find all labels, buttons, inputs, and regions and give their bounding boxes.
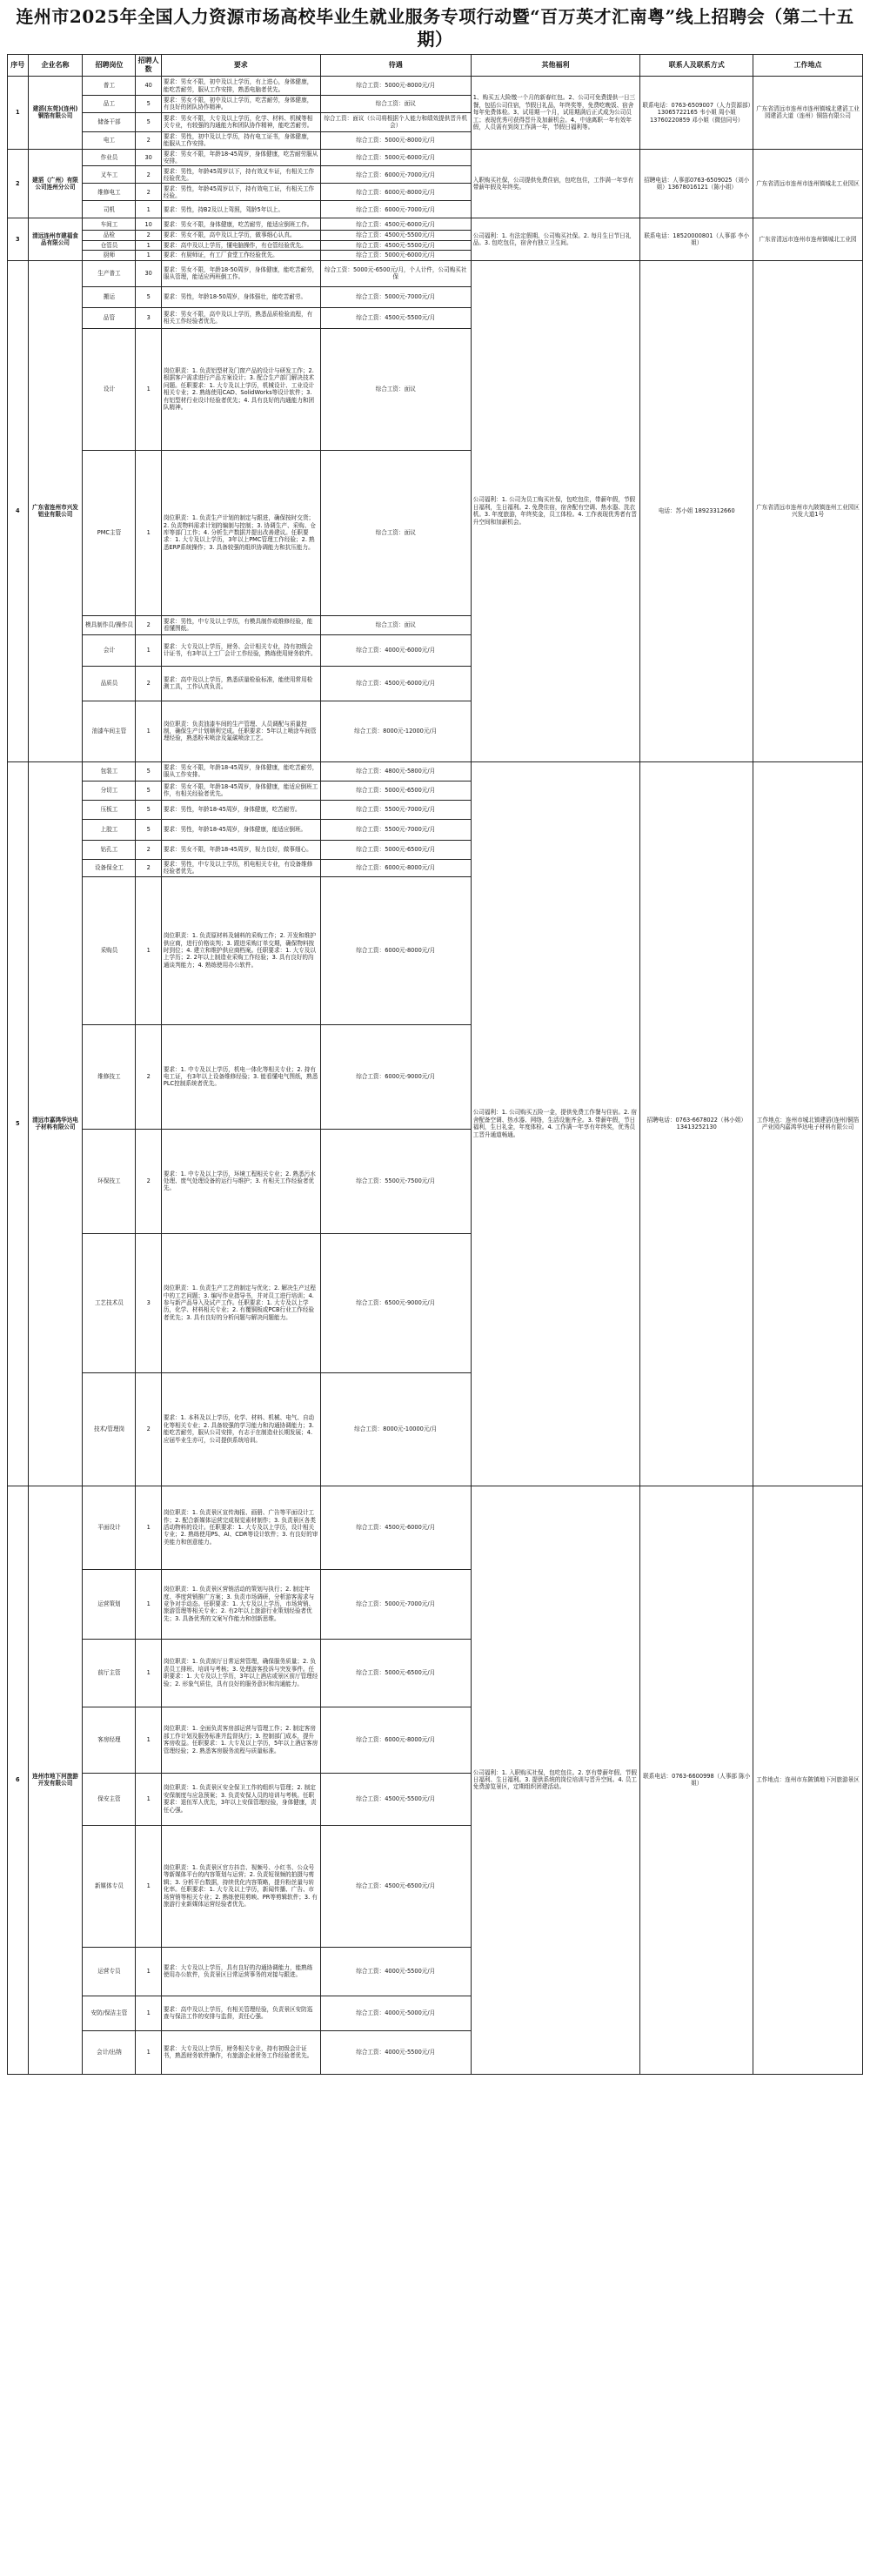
job-position: 品管	[83, 307, 136, 328]
job-salary: 综合工资：4500元-5500元/月	[320, 307, 471, 328]
job-salary: 综合工资：面议	[320, 450, 471, 615]
job-count: 3	[136, 1233, 161, 1372]
job-salary: 综合工资：5500元-7000元/月	[320, 800, 471, 819]
company-welfare: 公司福利：1. 有法定假期、公司购买社保。2. 每月生日节日礼品。3. 包吃包住，宿舍有独立卫生间。	[471, 218, 640, 260]
job-salary: 综合工资：5000元-6500元/月，个人计件，公司购买社保	[320, 260, 471, 286]
job-salary: 综合工资：6000元-8000元/月	[320, 184, 471, 201]
job-count: 5	[136, 781, 161, 800]
job-count: 1	[136, 1947, 161, 1996]
job-count: 5	[136, 800, 161, 819]
job-position: 司机	[83, 201, 136, 218]
company-address: 工作地点：连州市城北镇建滔(连州)铜箔产业园内嘉鸿华达电子材料有限公司	[753, 761, 863, 1486]
company-seq: 6	[8, 1486, 29, 2074]
job-count: 30	[136, 260, 161, 286]
job-position: 技术/管理岗	[83, 1372, 136, 1486]
job-salary: 综合工资：5000元-6000元/月	[320, 251, 471, 260]
job-requirements: 要求：男性，中专及以上学历，有模具制作或维修经验，能看懂图纸。	[161, 615, 320, 634]
job-salary: 综合工资：4000元-5500元/月	[320, 2030, 471, 2074]
job-requirements: 岗位职责：负责油漆车间的生产管理、人员调配与质量控制，确保生产计划顺利完成。任职要求：5年以上喷涂车间管理经验，熟悉粉末喷涂及氟碳喷涂工艺。	[161, 701, 320, 761]
job-position: 搬运	[83, 286, 136, 307]
job-requirements: 要求：男女不限，年龄18-45周岁，身体健康，能适应倒班工作，有相关经验者优先。	[161, 781, 320, 800]
job-salary: 综合工资：4500元-6000元/月	[320, 218, 471, 231]
job-position: 品检	[83, 231, 136, 240]
job-salary: 综合工资：4500元-6500元/月	[320, 1825, 471, 1947]
job-position: 普工	[83, 77, 136, 96]
job-position: 运营策划	[83, 1569, 136, 1639]
job-count: 2	[136, 166, 161, 184]
job-count: 1	[136, 328, 161, 450]
table-row	[8, 218, 863, 231]
job-salary: 综合工资：4500元-6000元/月	[320, 666, 471, 701]
job-position: 环保技工	[83, 1129, 136, 1233]
job-count: 2	[136, 131, 161, 149]
job-position: PMC主管	[83, 450, 136, 615]
company-contact: 招聘电话：人事部0763-6509025（刘小姐）13678016121（陈小姐）	[640, 149, 753, 218]
company-address: 广东省清远市连州市连州镇城北建滔工业园建滔大道（连州）铜箔有限公司	[753, 77, 863, 150]
job-position: 设备保全工	[83, 859, 136, 876]
job-salary: 综合工资：5000元-7000元/月	[320, 1569, 471, 1639]
job-requirements: 要求：男女不限，大专及以上学历，化学、材料、机械等相关专业，有较强的沟通能力和团队协作精神，能吃苦耐劳。	[161, 112, 320, 131]
job-requirements: 要求：男性，年龄18-50周岁，身体强壮，能吃苦耐劳。	[161, 286, 320, 307]
job-count: 1	[136, 2030, 161, 2074]
job-position: 设计	[83, 328, 136, 450]
job-count: 1	[136, 1707, 161, 1773]
job-count: 1	[136, 1773, 161, 1825]
job-requirements: 要求：高中及以上学历，有相关管理经验，负责景区安防巡查与保洁工作的安排与监督，责任心强。	[161, 1996, 320, 2030]
job-salary: 综合工资：6000元-7000元/月	[320, 166, 471, 184]
job-requirements: 要求：男女不限，年龄18-45周岁，身体健康，吃苦耐劳服从安排。	[161, 149, 320, 166]
job-position: 平面设计	[83, 1486, 136, 1569]
company-seq: 3	[8, 218, 29, 260]
job-position: 运营专员	[83, 1947, 136, 1996]
job-requirements: 要求：高中及以上学历，熟悉质量检验标准，能使用常用检测工具，工作认真负责。	[161, 666, 320, 701]
job-count: 5	[136, 819, 161, 840]
job-position: 品工	[83, 96, 136, 113]
company-welfare: 入职购买社保，公司提供免费住宿，包吃包住，工作满一年享有带薪年假及年终奖。	[471, 149, 640, 218]
job-count: 3	[136, 307, 161, 328]
job-count: 1	[136, 1486, 161, 1569]
job-requirements: 岗位职责：1. 负责前厅日常运营管理，确保服务质量；2. 负责员工排班、培训与考核；3. 处理游客投诉与突发事件。任职要求：1. 大专及以上学历，3年以上酒店或景区前厅管理经验；2. 形象气质佳，具有良好的服务意识和沟通能力。	[161, 1639, 320, 1707]
job-count: 2	[136, 1129, 161, 1233]
recruitment-table	[7, 54, 863, 2075]
job-position: 油漆车间主管	[83, 701, 136, 761]
table-row	[8, 260, 863, 286]
company-address: 工作地点：连州市东陂镇地下河旅游景区	[753, 1486, 863, 2074]
job-salary: 综合工资：5000元-7000元/月	[320, 286, 471, 307]
job-count: 1	[136, 251, 161, 260]
job-requirements: 要求：男女不限，高中及以上学历，熟悉品质检验流程，有相关工作经验者优先。	[161, 307, 320, 328]
job-requirements: 岗位职责：1. 负责景区营销活动的策划与执行；2. 制定年度、季度营销推广方案；3. 负责市场调研，分析游客需求与竞争对手动态。任职要求：1. 大专及以上学历，市场营销、旅游管理等相关专业；2. 有2年以上旅游行业策划经验者优先；3. 具备优秀的文案写作能力和创新思维。	[161, 1569, 320, 1639]
company-welfare: 1、购买五大险缴一个月的新春红包。2、公司可免费提供一日三餐，包括公司住宿，节假日礼品，年终奖等，免费吃晚饭、宿舍每年免费体检。3、试用期一个月，试用期满后正式成为公司员工；表现优秀可获得晋升及加薪机会。4、中途离职一年有效年假，人员需有到岗工作满一年，节假日福利等。	[471, 77, 640, 150]
company-address: 广东省清远市连州市连州镇城北工业园区	[753, 149, 863, 218]
job-salary: 综合工资：5000元-6500元/月	[320, 840, 471, 859]
job-count: 1	[136, 1996, 161, 2030]
company-name: 建滔（广州）有限公司连州分公司	[28, 149, 83, 218]
job-requirements: 要求：男性，年龄45周岁以下，持有效叉车证，有相关工作经验优先。	[161, 166, 320, 184]
job-count: 1	[136, 1639, 161, 1707]
job-requirements: 要求：男性，中专及以上学历，机电相关专业，有设备维修经验者优先。	[161, 859, 320, 876]
job-requirements: 岗位职责：1. 负责原材料及辅料的采购工作；2. 开发和维护供应商，进行价格谈判；3. 跟进采购订单交期，确保物料按时到位；4. 建立和维护供应商档案。任职要求：1. 大专及以上学历；2. 2年以上制造业采购工作经验；3. 具有良好的沟通谈判能力；4. 熟练使用办公软件。	[161, 876, 320, 1024]
company-name: 清远连州市建福食品有限公司	[28, 218, 83, 260]
job-requirements: 要求：男女不限，初中及以上学历，吃苦耐劳，身体健康，有良好的团队协作精神。	[161, 96, 320, 113]
job-position: 厨师	[83, 251, 136, 260]
job-count: 10	[136, 218, 161, 231]
job-count: 5	[136, 761, 161, 781]
job-salary: 综合工资：面议	[320, 328, 471, 450]
company-address: 广东省清远市连州市九陂镇连州工业园区兴发大道1号	[753, 260, 863, 761]
job-requirements: 要求：男女不限，年龄18-45周岁，视力良好，做事细心。	[161, 840, 320, 859]
job-count: 2	[136, 840, 161, 859]
company-contact: 电话：苏小姐 18923312660	[640, 260, 753, 761]
job-position: 生产普工	[83, 260, 136, 286]
job-count: 2	[136, 1372, 161, 1486]
job-salary: 综合工资：8000元-10000元/月	[320, 1372, 471, 1486]
job-requirements: 要求：大专及以上学历，财务相关专业，持有初级会计证书，熟悉财务软件操作，有旅游企业财务工作经验者优先。	[161, 2030, 320, 2074]
job-salary: 综合工资：5000元-8000元/月	[320, 77, 471, 96]
header-position: 招聘岗位	[83, 55, 136, 77]
job-count: 2	[136, 666, 161, 701]
job-salary: 综合工资：4800元-5800元/月	[320, 761, 471, 781]
job-count: 2	[136, 859, 161, 876]
table-row	[8, 761, 863, 781]
header-row	[8, 55, 863, 77]
table-body	[8, 77, 863, 2075]
job-count: 1	[136, 450, 161, 615]
job-position: 压板工	[83, 800, 136, 819]
job-position: 维修电工	[83, 184, 136, 201]
company-address: 广东省清远市连州市连州镇城北工业园	[753, 218, 863, 260]
job-position: 会计	[83, 634, 136, 666]
job-requirements: 岗位职责：1. 负责铝型材及门窗产品的设计与研发工作；2. 根据客户需求进行产品方案设计；3. 配合生产部门解决技术问题。任职要求：1. 大专及以上学历，机械设计、工业设计相关专业；2. 熟练使用CAD、SolidWorks等设计软件；3. 有铝型材行业设计经验者优先；4. 具有良好的沟通能力和团队精神。	[161, 328, 320, 450]
job-position: 叉车工	[83, 166, 136, 184]
job-requirements: 要求：男性，持B2及以上驾照，驾龄5年以上。	[161, 201, 320, 218]
job-requirements: 岗位职责：1. 负责生产工艺的制定与优化；2. 解决生产过程中的工艺问题；3. 编写作业指导书，并对员工进行培训；4. 参与新产品导入及试产工作。任职要求：1. 大专及以上学历，化学、材料相关专业；2. 有覆铜板或PCB行业工作经验者优先；3. 具有良好的分析问题与解决问题能力。	[161, 1233, 320, 1372]
job-position: 新媒体专员	[83, 1825, 136, 1947]
job-count: 2	[136, 184, 161, 201]
job-count: 5	[136, 112, 161, 131]
job-position: 会计/出纳	[83, 2030, 136, 2074]
table-row	[8, 149, 863, 166]
job-salary: 综合工资：4000元-6000元/月	[320, 634, 471, 666]
job-requirements: 要求：男性，初中及以上学历，持有电工证书，身体健康，能服从工作安排。	[161, 131, 320, 149]
header-requirements: 要求	[161, 55, 320, 77]
company-name: 建滔(东莞)(连州)铜箔有限公司	[28, 77, 83, 150]
job-count: 30	[136, 149, 161, 166]
job-salary: 综合工资：6000元-8000元/月	[320, 876, 471, 1024]
job-requirements: 要求：男性，年龄18-45周岁，身体健康，吃苦耐劳。	[161, 800, 320, 819]
job-position: 客房经理	[83, 1707, 136, 1773]
job-requirements: 要求：高中及以上学历，懂电脑操作，有仓管经验优先。	[161, 240, 320, 250]
job-salary: 综合工资：8000元-12000元/月	[320, 701, 471, 761]
job-position: 前厅主管	[83, 1639, 136, 1707]
job-position: 维修技工	[83, 1024, 136, 1129]
job-position: 仓管员	[83, 240, 136, 250]
job-requirements: 要求：男女不限，年龄18-50周岁，身体健康，能吃苦耐劳，服从管理，能适应两班倒工作。	[161, 260, 320, 286]
job-salary: 综合工资：5000元-6500元/月	[320, 1639, 471, 1707]
job-salary: 综合工资：6000元-8000元/月	[320, 1707, 471, 1773]
job-salary: 综合工资：6000元-8000元/月	[320, 859, 471, 876]
job-position: 电工	[83, 131, 136, 149]
job-count: 5	[136, 286, 161, 307]
company-seq: 5	[8, 761, 29, 1486]
job-position: 钻孔工	[83, 840, 136, 859]
company-name: 广东省连州市兴发铝业有限公司	[28, 260, 83, 761]
job-position: 采购员	[83, 876, 136, 1024]
company-contact: 联系电话：0763-6509007（人力资源部）13065722165 韦小姐 周小姐 13760220859 邓小姐（微信同号）	[640, 77, 753, 150]
job-count: 1	[136, 876, 161, 1024]
job-requirements: 要求：1. 中专及以上学历，环境工程相关专业；2. 熟悉污水处理、废气处理设备的运行与维护；3. 有相关工作经验者优先。	[161, 1129, 320, 1233]
job-count: 1	[136, 1825, 161, 1947]
job-salary: 综合工资：6000元-7000元/月	[320, 201, 471, 218]
company-welfare: 公司福利：1. 公司为员工购买社保，包吃包住，带薪年假，节假日福利，生日福利。2. 免费住宿，宿舍配有空调、热水器、洗衣机。3. 年度旅游，年终奖金，员工体检。4. 工作表现优秀者有晋升空间和加薪机会。	[471, 260, 640, 761]
job-count: 1	[136, 201, 161, 218]
job-position: 安防/保洁主管	[83, 1996, 136, 2030]
company-contact: 联系电话：0763-6600998（人事部 陈小姐）	[640, 1486, 753, 2074]
job-count: 1	[136, 240, 161, 250]
job-position: 上胶工	[83, 819, 136, 840]
job-salary: 综合工资：6000元-9000元/月	[320, 1024, 471, 1129]
job-count: 1	[136, 1569, 161, 1639]
job-salary: 综合工资：5000元-6000元/月	[320, 149, 471, 166]
job-salary: 综合工资：4500元-6000元/月	[320, 1486, 471, 1569]
job-count: 1	[136, 701, 161, 761]
job-salary: 综合工资：面议	[320, 615, 471, 634]
job-requirements: 要求：1. 中专及以上学历，机电一体化等相关专业；2. 持有电工证，有3年以上设备维修经验；3. 能看懂电气图纸，熟悉PLC控制系统者优先。	[161, 1024, 320, 1129]
header-count: 招聘人数	[136, 55, 161, 77]
company-name: 连州市地下河旅游开发有限公司	[28, 1486, 83, 2074]
table-row	[8, 1486, 863, 1569]
job-salary: 综合工资：4500元-5500元/月	[320, 1773, 471, 1825]
job-requirements: 要求：大专及以上学历，具有良好的沟通协调能力，能熟练使用办公软件，负责景区日常运营事务的对接与跟进。	[161, 1947, 320, 1996]
job-requirements: 要求：男女不限，高中及以上学历，做事细心认真。	[161, 231, 320, 240]
job-position: 作业员	[83, 149, 136, 166]
table-row	[8, 77, 863, 96]
company-seq: 1	[8, 77, 29, 150]
company-name: 清远市嘉鸿华达电子材料有限公司	[28, 761, 83, 1486]
job-requirements: 岗位职责：1. 负责景区官方抖音、视频号、小红书、公众号等新媒体平台的内容策划与运营；2. 负责短视频的拍摄与剪辑；3. 分析平台数据，持续优化内容策略，提升粉丝量与转化率。任职要求：1. 大专及以上学历，新闻传播、广告、市场营销等相关专业；2. 熟练使用剪映、PR等剪辑软件；3. 有旅游行业新媒体运营经验者优先。	[161, 1825, 320, 1947]
header-company: 企业名称	[28, 55, 83, 77]
job-requirements: 岗位职责：1. 负责景区安全保卫工作的组织与管理；2. 制定安保制度与应急预案；3. 负责安保人员的培训与考核。任职要求：退伍军人优先，3年以上安保管理经验，身体健康，责任心强。	[161, 1773, 320, 1825]
job-requirements: 要求：男女不限，身体健康，吃苦耐劳，能适应倒班工作。	[161, 218, 320, 231]
job-requirements: 岗位职责：1. 全面负责客房部运营与管理工作；2. 制定客房部工作计划及服务标准并监督执行；3. 控制部门成本，提升客房收益。任职要求：1. 大专及以上学历，5年以上酒店客房管理经验；2. 熟悉客房服务流程与质量标准。	[161, 1707, 320, 1773]
job-requirements: 要求：1. 本科及以上学历，化学、材料、机械、电气、自动化等相关专业；2. 具备较强的学习能力和沟通协调能力；3. 能吃苦耐劳，服从公司安排，有志于在制造业长期发展；4. 应届毕业生亦可，公司提供系统培训。	[161, 1372, 320, 1486]
company-seq: 4	[8, 260, 29, 761]
job-requirements: 岗位职责：1. 负责生产计划的制定与跟进，确保按时交货；2. 负责物料需求计划的编制与控制；3. 协调生产、采购、仓库等部门工作；4. 分析生产数据并提出改善建议。任职要求：1. 大专及以上学历，3年以上PMC管理工作经验；2. 熟悉ERP系统操作；3. 具备较强的组织协调能力和抗压能力。	[161, 450, 320, 615]
job-requirements: 岗位职责：1. 负责景区宣传海报、画册、广告等平面设计工作；2. 配合新媒体运营完成视觉素材制作；3. 负责景区各类活动物料的设计。任职要求：1. 大专及以上学历，设计相关专业；2. 熟练使用PS、AI、CDR等设计软件；3. 有良好的审美能力和创意能力。	[161, 1486, 320, 1569]
job-requirements: 要求：男性，年龄18-45周岁，身体健康，能适应倒班。	[161, 819, 320, 840]
job-position: 模具制作员/操作员	[83, 615, 136, 634]
job-position: 工艺技术员	[83, 1233, 136, 1372]
job-position: 品质员	[83, 666, 136, 701]
job-requirements: 要求：有厨师证，有工厂食堂工作经验优先。	[161, 251, 320, 260]
job-salary: 综合工资：面议	[320, 96, 471, 113]
job-salary: 综合工资：4500元-5500元/月	[320, 240, 471, 250]
job-salary: 综合工资：4500元-5500元/月	[320, 231, 471, 240]
header-address: 工作地点	[753, 55, 863, 77]
job-requirements: 要求：大专及以上学历，财务、会计相关专业，持有初级会计证书，有3年以上工厂会计工作经验，熟练使用财务软件。	[161, 634, 320, 666]
job-requirements: 要求：男性，年龄45周岁以下，持有效电工证，有相关工作经验。	[161, 184, 320, 201]
job-position: 分切工	[83, 781, 136, 800]
company-contact: 联系电话：18520000801（人事部 李小姐）	[640, 218, 753, 260]
job-count: 2	[136, 1024, 161, 1129]
job-position: 车间工	[83, 218, 136, 231]
job-position: 储备干部	[83, 112, 136, 131]
job-count: 2	[136, 615, 161, 634]
company-welfare: 公司福利：1. 入职购买社保，包吃包住。2. 享有带薪年假、节假日福利、生日福利。3. 提供系统的岗位培训与晋升空间。4. 员工免费游览景区，定期组织团建活动。	[471, 1486, 640, 2074]
job-position: 保安主管	[83, 1773, 136, 1825]
job-salary: 综合工资：4000元-5000元/月	[320, 1996, 471, 2030]
header-seq: 序号	[8, 55, 29, 77]
job-salary: 综合工资：5500元-7500元/月	[320, 1129, 471, 1233]
job-count: 2	[136, 231, 161, 240]
header-contact: 联系人及联系方式	[640, 55, 753, 77]
job-count: 1	[136, 634, 161, 666]
company-welfare: 公司福利：1. 公司购买五险一金，提供免费工作餐与住宿。2. 宿舍配备空调、热水器、网络，生活设施齐全。3. 带薪年假，节日福利，生日礼金，年度体检。4. 工作满一年享有年终奖，优秀员工晋升通道畅通。	[471, 761, 640, 1486]
job-salary: 综合工资：5000元-8000元/月	[320, 131, 471, 149]
job-count: 5	[136, 96, 161, 113]
header-salary: 待遇	[320, 55, 471, 77]
job-count: 40	[136, 77, 161, 96]
page-title: 连州市2025年全国人力资源市场高校毕业生就业服务专项行动暨“百万英才汇南粤”线上招聘会（第二十五期）	[16, 6, 854, 50]
job-salary: 综合工资：4000元-5500元/月	[320, 1947, 471, 1996]
job-requirements: 要求：男女不限，年龄18-45周岁，身体健康，能吃苦耐劳，服从工作安排。	[161, 761, 320, 781]
company-contact: 招聘电话：0763-6678022（林小姐）13413252130	[640, 761, 753, 1486]
job-salary: 综合工资：5000元-6500元/月	[320, 781, 471, 800]
job-salary: 综合工资：5500元-7000元/月	[320, 819, 471, 840]
header-welfare: 其他福利	[471, 55, 640, 77]
job-salary: 综合工资：6500元-9000元/月	[320, 1233, 471, 1372]
company-seq: 2	[8, 149, 29, 218]
job-position: 包装工	[83, 761, 136, 781]
job-requirements: 要求：男女不限，初中及以上学历，有上进心，身体健康，能吃苦耐劳，服从工作安排，熟悉电脑者优先。	[161, 77, 320, 96]
job-salary: 综合工资：面议（公司将根据个人能力和绩效提供晋升机会）	[320, 112, 471, 131]
